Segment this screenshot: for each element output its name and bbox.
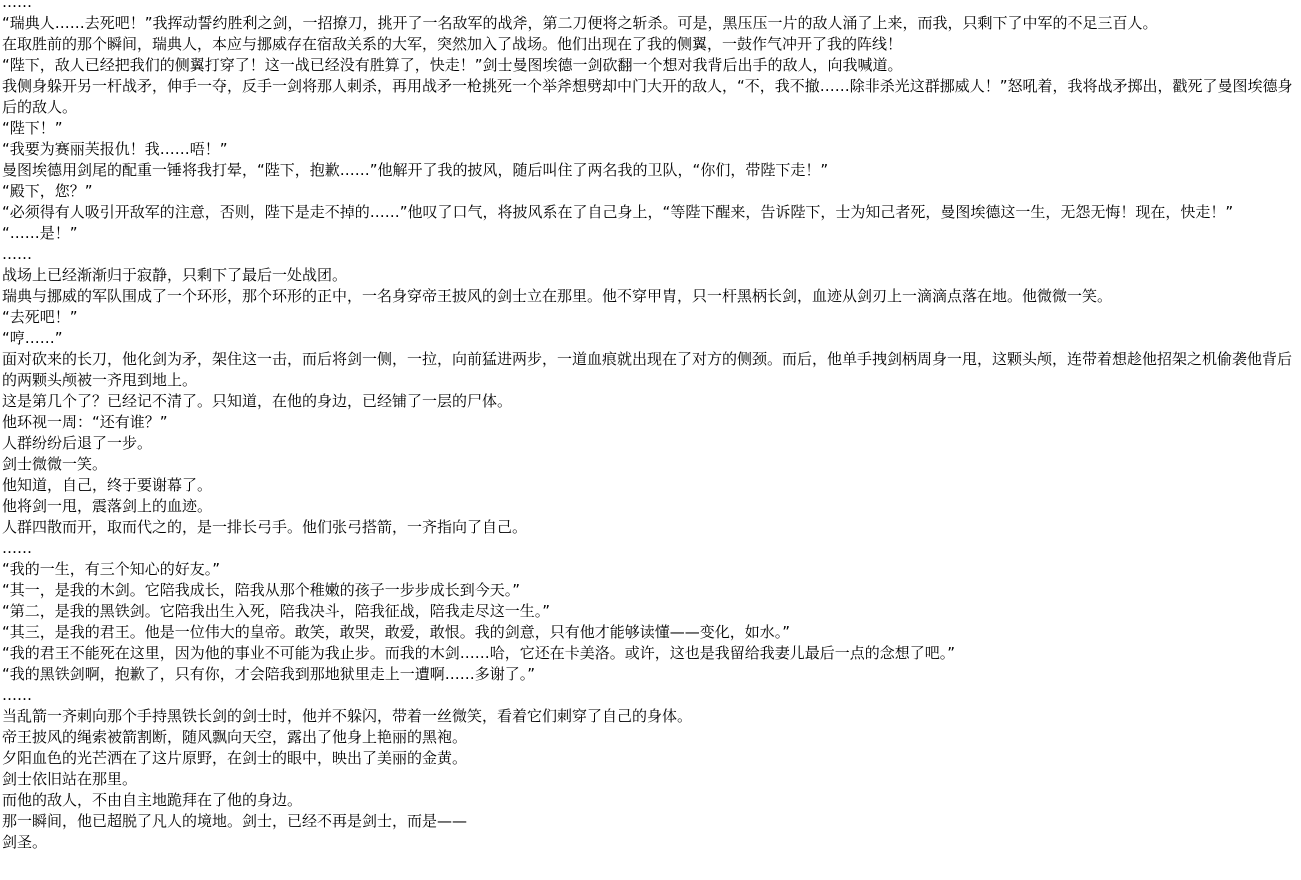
paragraph: 当乱箭一齐刺向那个手持黑铁长剑的剑士时，他并不躲闪，带着一丝微笑，看着它们刺穿了自己的身体。 [2,707,693,725]
paragraph: 他环视一周：“还有谁？” [2,413,168,431]
paragraph: …… [2,539,32,557]
paragraph: “瑞典人……去死吧！”我挥动誓约胜利之剑，一招撩刀，挑开了一名敌军的战斧，第二刀便将之斩杀。可是，黑压压一片的敌人涌了上来，而我，只剩下了中军的不足三百人。 [2,14,1158,32]
paragraph: “其一，是我的木剑。它陪我成长，陪我从那个稚嫩的孩子一步步成长到今天。” [2,581,521,599]
paragraph: “陛下！” [2,119,63,137]
paragraph: 面对砍来的长刀，他化剑为矛，架住这一击，而后将剑一侧，一拉，向前猛进两步，一道血痕就出现在了对方的侧颈。而后，他单手拽剑柄周身一甩，这颗头颅，连带着想趁他招架之机偷袭他背后的两颗头颅被一齐甩到地上。 [2,350,1293,389]
paragraph: 瑞典与挪威的军队围成了一个环形，那个环形的正中，一名身穿帝王披风的剑士立在那里。他不穿甲胄，只一杆黑柄长剑，血迹从剑刃上一滴滴点落在地。他微微一笑。 [2,287,1113,305]
paragraph: “……是！” [2,224,78,242]
paragraph: 夕阳血色的光芒洒在了这片原野，在剑士的眼中，映出了美丽的金黄。 [2,749,468,767]
paragraph: 这是第几个了？已经记不清了。只知道，在他的身边，已经铺了一层的尸体。 [2,392,513,410]
paragraph: “殿下，您？” [2,182,93,200]
paragraph: 他将剑一甩，震落剑上的血迹。 [2,497,213,515]
paragraph: “我的君王不能死在这里，因为他的事业不可能为我止步。而我的木剑……哈，它还在卡美洛。或许，这也是我留给我妻儿最后一点的念想了吧。” [2,644,956,662]
paragraph: …… [2,686,32,704]
paragraph: “第二，是我的黑铁剑。它陪我出生入死，陪我决斗，陪我征战，陪我走尽这一生。” [2,602,551,620]
paragraph: 帝王披风的绳索被箭割断，随风飘向天空，露出了他身上艳丽的黑袍。 [2,728,468,746]
paragraph: “我的黑铁剑啊，抱歉了，只有你，才会陪我到那地狱里走上一遭啊……多谢了。” [2,665,536,683]
paragraph: 他知道，自己，终于要谢幕了。 [2,476,213,494]
paragraph: 那一瞬间，他已超脱了凡人的境地。剑士，已经不再是剑士，而是—— [2,812,468,830]
paragraph: “必须得有人吸引开敌军的注意，否则，陛下是走不掉的……”他叹了口气，将披风系在了自己身上，“等陛下醒来，告诉陛下，士为知己者死，曼图埃德这一生，无怨无悔！现在，快走！” [2,203,1234,221]
paragraph: 人群纷纷后退了一步。 [2,434,153,452]
paragraph: “我的一生，有三个知心的好友。” [2,560,221,578]
paragraph: “我要为赛丽芙报仇！我……唔！” [2,140,228,158]
paragraph: “陛下，敌人已经把我们的侧翼打穿了！这一战已经没有胜算了，快走！”剑士曼图埃德一剑砍翻一个想对我背后出手的敌人，向我喊道。 [2,56,903,74]
paragraph: 剑圣。 [2,833,48,851]
paragraph: 而他的敌人，不由自主地跪拜在了他的身边。 [2,791,303,809]
paragraph: “其三，是我的君王。他是一位伟大的皇帝。敢笑，敢哭，敢爱，敢恨。我的剑意，只有他才能够读懂——变化，如水。” [2,623,791,641]
paragraph: 剑士微微一笑。 [2,455,108,473]
paragraph: 曼图埃德用剑尾的配重一锤将我打晕，“陛下，抱歉……”他解开了我的披风，随后叫住了两名我的卫队，“你们，带陛下走！” [2,161,829,179]
paragraph: 剑士依旧站在那里。 [2,770,138,788]
paragraph: “哼……” [2,329,63,347]
paragraph: 在取胜前的那个瞬间，瑞典人，本应与挪威存在宿敌关系的大军，突然加入了战场。他们出现在了我的侧翼，一鼓作气冲开了我的阵线！ [2,35,903,53]
paragraph: …… [2,245,32,263]
paragraph: …… [2,0,32,11]
paragraph: 战场上已经渐渐归于寂静，只剩下了最后一处战团。 [2,266,348,284]
paragraph: “去死吧！” [2,308,78,326]
paragraph: 我侧身躲开另一杆战矛，伸手一夺，反手一剑将那人刺杀，再用战矛一枪挑死一个举斧想劈却中门大开的敌人，“不，我不撤……除非杀光这群挪威人！”怒吼着，我将战矛掷出，戳死了曼图埃德身后的敌人。 [2,77,1293,116]
paragraph: 人群四散而开，取而代之的，是一排长弓手。他们张弓搭箭，一齐指向了自己。 [2,518,528,536]
